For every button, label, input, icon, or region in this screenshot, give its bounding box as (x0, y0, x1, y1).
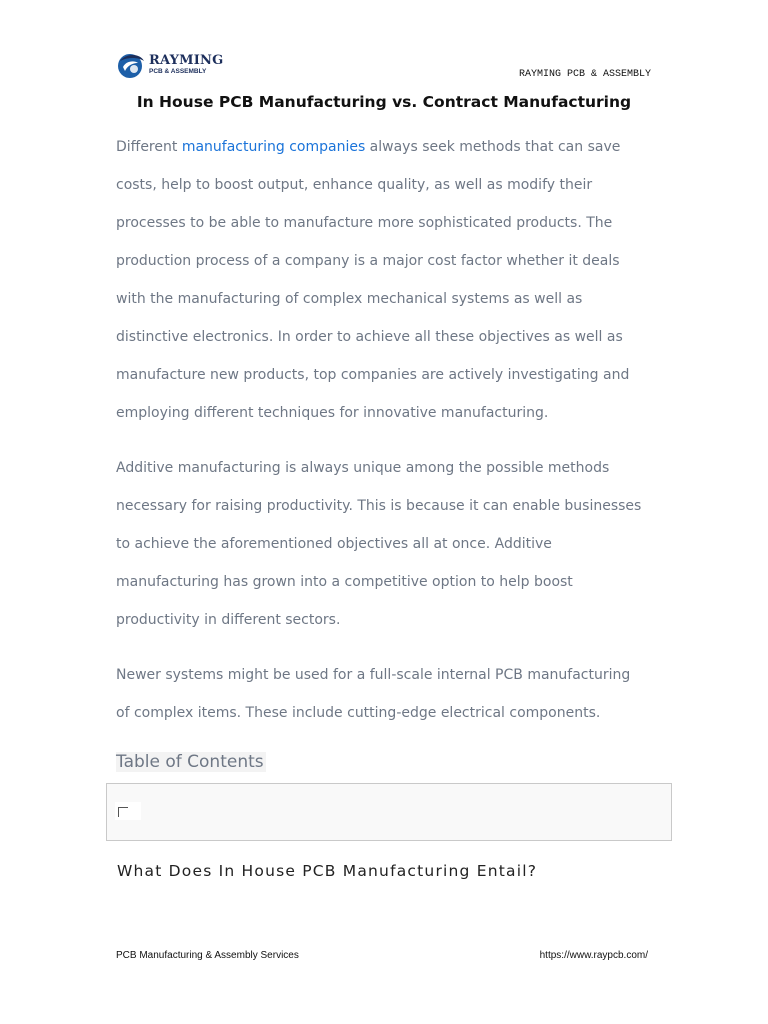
header-brand-text: RAYMING PCB & ASSEMBLY (518, 69, 651, 80)
paragraph-line: employing different techniques for innovative manufacturing. (116, 405, 549, 421)
paragraph-line: to achieve the aforementioned objectives all at once. Additive (116, 536, 552, 552)
paragraph-line: manufacture new products, top companies are actively investigating and (116, 367, 630, 383)
company-logo (114, 48, 224, 82)
paragraph-newer-systems (116, 656, 661, 732)
toc-toggle-button[interactable] (115, 802, 141, 820)
footer-left-text: PCB Manufacturing & Assembly Services (116, 950, 299, 961)
rayming-logo-icon (114, 49, 146, 81)
footer-url-link[interactable]: https://www.raypcb.com/ (539, 950, 648, 961)
logo-name: RAYMING (149, 53, 224, 69)
manufacturing-companies-link[interactable]: manufacturing companies (181, 139, 366, 155)
paragraph-line: processes to be able to manufacture more sophisticated products. The (116, 215, 613, 231)
paragraph-spacer (116, 639, 661, 656)
toc-heading: Table of Contents (116, 752, 264, 772)
paragraph-line: with the manufacturing of complex mechanical systems as well as (116, 291, 583, 307)
document-title: In House PCB Manufacturing vs. Contract Manufacturing (136, 93, 632, 111)
toc-toggle-icon (118, 807, 128, 817)
text-fragment: always seek methods that can save (365, 139, 621, 155)
paragraph-line: production process of a company is a major cost factor whether it deals (116, 253, 620, 269)
text-fragment: Different (116, 139, 182, 155)
paragraph-line: of complex items. These include cutting-edge electrical components. (116, 705, 601, 721)
paragraph-spacer (116, 432, 661, 449)
paragraph-line: manufacturing has grown into a competitive option to help boost (116, 574, 573, 590)
paragraph-line (116, 128, 661, 166)
paragraph-intro (116, 128, 661, 432)
paragraph-line: Additive manufacturing is always unique among the possible methods (116, 460, 610, 476)
paragraph-line: productivity in different sectors. (116, 612, 341, 628)
toc-container (106, 783, 672, 841)
section-heading: What Does In House PCB Manufacturing Entail? (117, 862, 538, 880)
logo-tagline: PCB & ASSEMBLY (149, 68, 207, 76)
paragraph-line: Newer systems might be used for a full-scale internal PCB manufacturing (116, 667, 631, 683)
logo-wordmark (149, 54, 223, 76)
paragraph-line: necessary for raising productivity. This is because it can enable businesses (116, 498, 642, 514)
paragraph-line: distinctive electronics. In order to achieve all these objectives as well as (116, 329, 623, 345)
paragraph-additive (116, 449, 661, 639)
document-body (116, 128, 661, 732)
paragraph-line: costs, help to boost output, enhance quality, as well as modify their (116, 177, 593, 193)
